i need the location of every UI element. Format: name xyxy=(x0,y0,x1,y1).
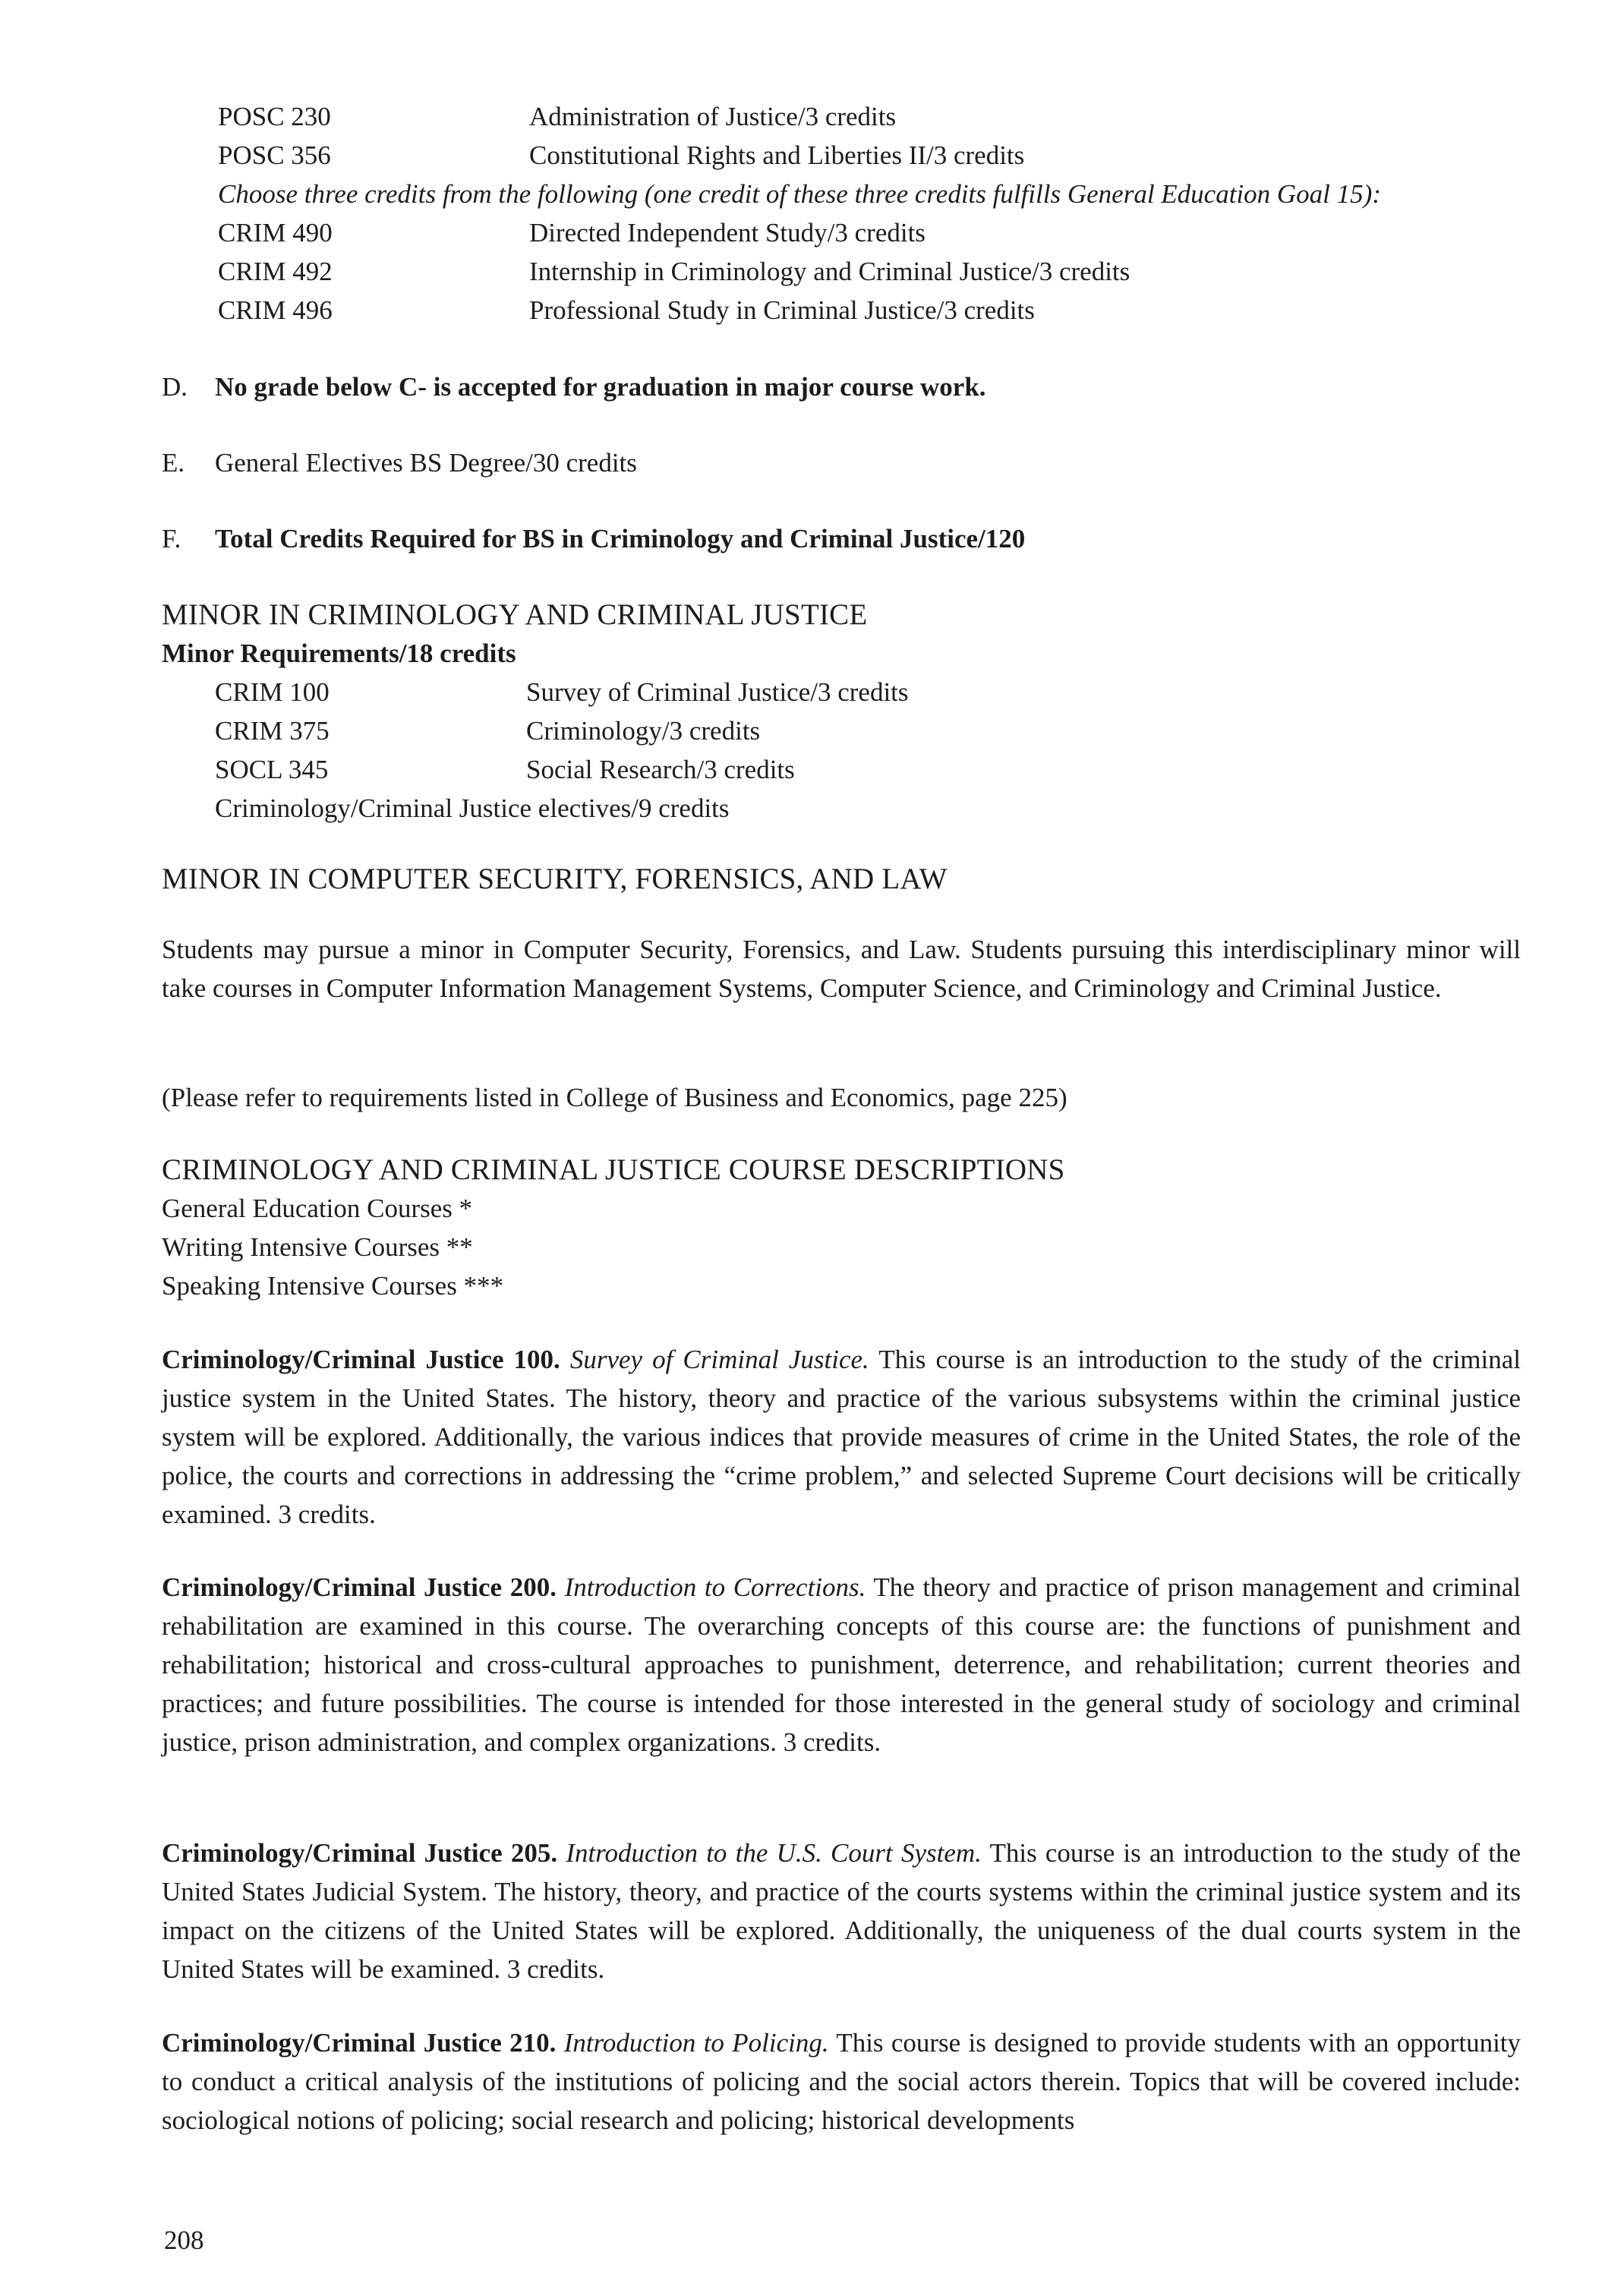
minor-computer-security-section xyxy=(162,859,1521,898)
course-description xyxy=(162,1568,1521,1761)
course-body: The theory and practice of prison management and criminal rehabilitation are examined in this course. The overarching concepts of this course are: the functions of punishment and rehabilitation; historical and cross-cultural approaches to punishment, deterrence, and rehabilitation; current theories and practices; and future possibilities. The course is intended for those interested in the general study of sociology and criminal justice, prison administration, and complex organizations. 3 credits. xyxy=(162,1572,1522,1757)
course-code: CRIM 100 xyxy=(215,677,330,707)
item-letter: F. xyxy=(162,524,181,554)
course-name: Criminology/Criminal Justice 100. xyxy=(162,1345,560,1374)
course-title: Constitutional Rights and Liberties II/3 credits xyxy=(529,140,1025,170)
course-description xyxy=(162,1834,1521,1988)
course-description xyxy=(162,2023,1521,2140)
legend-general-education: General Education Courses * xyxy=(162,1194,473,1223)
minor-criminology-section xyxy=(162,595,1521,828)
item-f xyxy=(162,519,1521,558)
item-letter: D. xyxy=(162,372,188,402)
course-code: CRIM 492 xyxy=(218,257,333,286)
course-title: Administration of Justice/3 credits xyxy=(529,102,897,131)
required-courses-list xyxy=(162,97,1521,330)
section-heading: MINOR IN COMPUTER SECURITY, FORENSICS, AND LAW xyxy=(162,863,948,895)
item-text: No grade below C- is accepted for graduation in major course work. xyxy=(215,372,986,402)
choose-credits-note: Choose three credits from the following (one credit of these three credits fulfills General Education Goal 15): xyxy=(218,179,1381,209)
course-title: Introduction to the U.S. Court System. xyxy=(566,1838,982,1868)
course-title: Survey of Criminal Justice/3 credits xyxy=(526,677,909,707)
course-row xyxy=(162,97,1521,136)
course-code: POSC 230 xyxy=(218,102,331,131)
course-body: This course is an introduction to the study of the United States Judicial System. The history, theory, and practice of the courts systems within the criminal justice system and its impact on the citizens of the United States will be explored. Additionally, the uniqueness of the dual courts system in the United States will be examined. 3 credits. xyxy=(162,1838,1522,1984)
page-number: 208 xyxy=(164,2225,204,2255)
course-code: CRIM 375 xyxy=(215,716,330,746)
minor-requirements: Minor Requirements/18 credits xyxy=(162,639,516,668)
course-body: This course is an introduction to the study of the criminal justice system in the United States. The history, theory and practice of the various subsystems within the criminal justice system will be explored. Additionally, the various indices that provide measures of crime in the United States, the role of the police, the courts and corrections in addressing the “crime problem,” and selected Supreme Court decisions will be critically examined. 3 credits. xyxy=(162,1345,1522,1529)
course-code: CRIM 490 xyxy=(218,218,333,248)
item-text: Total Credits Required for BS in Criminology and Criminal Justice/120 xyxy=(215,524,1026,554)
requirements-reference xyxy=(162,1078,1521,1117)
course-name: Criminology/Criminal Justice 205. xyxy=(162,1838,558,1868)
legend-speaking-intensive: Speaking Intensive Courses *** xyxy=(162,1271,504,1301)
course-title: Criminology/3 credits xyxy=(526,716,761,746)
course-title: Introduction to Policing. xyxy=(563,2028,829,2058)
course-code: POSC 356 xyxy=(218,140,331,170)
minor-computer-security-body xyxy=(162,930,1521,1008)
course-title: Introduction to Corrections. xyxy=(564,1572,866,1602)
course-row xyxy=(162,711,1521,750)
course-title: Survey of Criminal Justice. xyxy=(569,1345,869,1374)
course-title: Social Research/3 credits xyxy=(526,755,795,784)
course-row xyxy=(162,252,1521,291)
electives-line: Criminology/Criminal Justice electives/9 credits xyxy=(215,793,730,823)
item-d xyxy=(162,367,1521,406)
item-e xyxy=(162,443,1521,482)
course-descriptions-section xyxy=(162,1150,1521,1305)
section-heading: CRIMINOLOGY AND CRIMINAL JUSTICE COURSE DESCRIPTIONS xyxy=(162,1153,1065,1186)
course-name: Criminology/Criminal Justice 200. xyxy=(162,1572,557,1602)
course-description xyxy=(162,1340,1521,1534)
course-row xyxy=(162,136,1521,175)
item-letter: E. xyxy=(162,448,185,478)
item-text: General Electives BS Degree/30 credits xyxy=(215,448,637,478)
course-title: Internship in Criminology and Criminal Justice/3 credits xyxy=(529,257,1130,286)
course-row xyxy=(162,673,1521,711)
course-row xyxy=(162,291,1521,330)
course-code: SOCL 345 xyxy=(215,755,329,784)
legend-writing-intensive: Writing Intensive Courses ** xyxy=(162,1232,473,1262)
paragraph: Students may pursue a minor in Computer Security, Forensics, and Law. Students pursuing this interdisciplinary minor will take courses in Computer Information Management Systems, Computer Science, and Criminology and Criminal Justice. xyxy=(162,935,1521,1003)
paragraph: (Please refer to requirements listed in College of Business and Economics, page 225) xyxy=(162,1083,1067,1112)
course-row xyxy=(162,750,1521,789)
course-name: Criminology/Criminal Justice 210. xyxy=(162,2028,557,2058)
course-title: Professional Study in Criminal Justice/3 credits xyxy=(529,295,1035,325)
course-row xyxy=(162,213,1521,252)
course-body: This course is designed to provide students with an opportunity to conduct a critical analysis of the institutions of policing and the social actors therein. Topics that will be covered include: sociological notions of policing; social research and policing; historical developments xyxy=(162,2028,1522,2135)
course-code: CRIM 496 xyxy=(218,295,333,325)
section-heading: MINOR IN CRIMINOLOGY AND CRIMINAL JUSTICE xyxy=(162,598,868,631)
course-title: Directed Independent Study/3 credits xyxy=(529,218,926,248)
